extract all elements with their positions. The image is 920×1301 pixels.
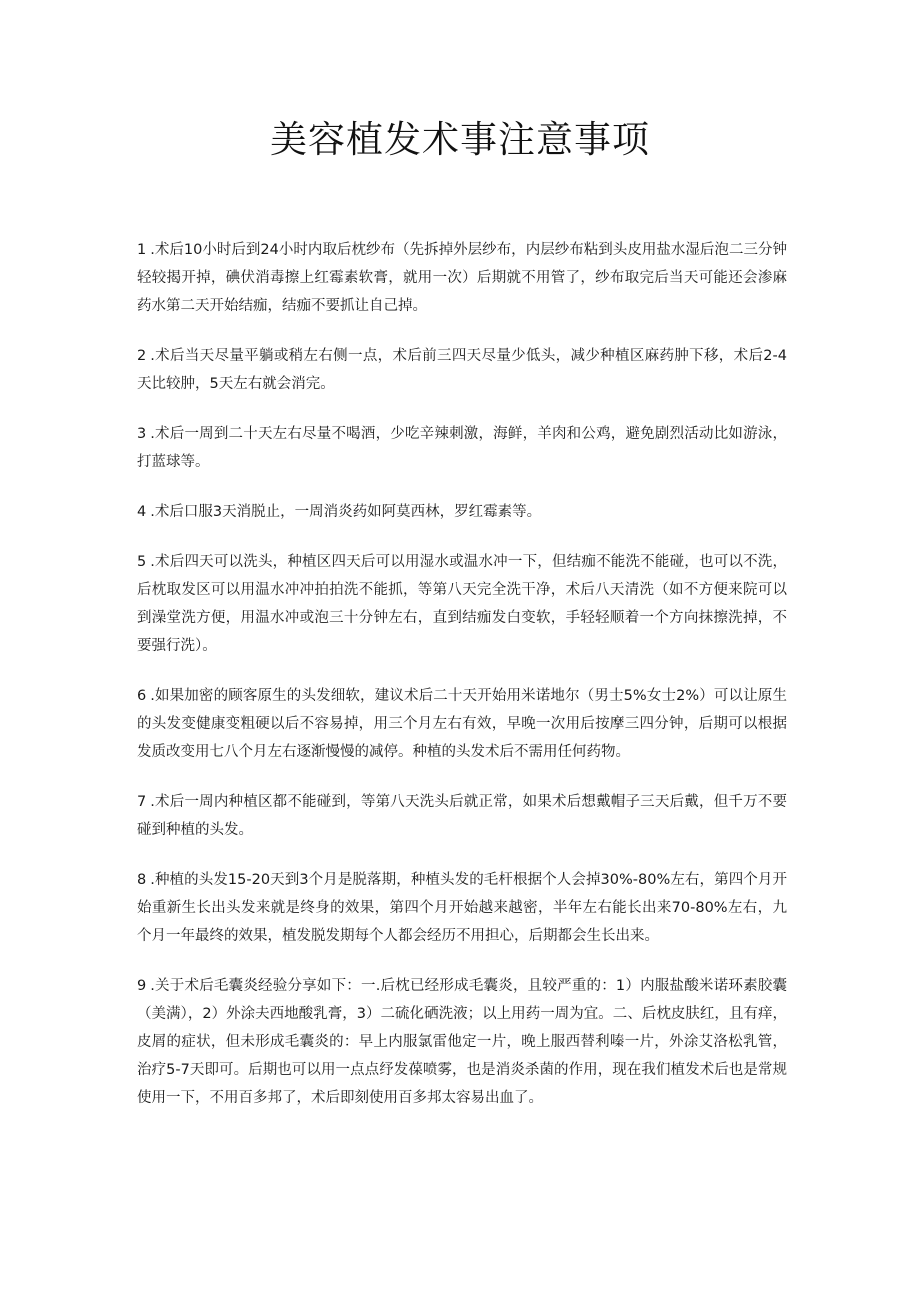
item-text: .术后10小时后到24小时内取后枕纱布（先拆掉外层纱布，内层纱布粘到头皮用盐水湿后泡二三分钟轻较揭开掉，碘伏消毒擦上红霉素软膏，就用一次）后期就不用管了，纱布取完后当天可能还会渗麻药水第二天开始结痂，结痂不要抓让自己掉。	[137, 242, 787, 314]
item-text: .术后口服3天消脱止，一周消炎药如阿莫西林，罗红霉素等。	[150, 504, 542, 520]
item-number: 8	[137, 872, 147, 888]
list-item	[137, 788, 787, 844]
item-text: .种植的头发15-20天到3个月是脱落期，种植头发的毛杆根据个人会掉30%-80%左右，第四个月开始重新生长出头发来就是终身的效果，第四个月开始越来越密，半年左右能长出来70-80%左右，九个月一年最终的效果，植发脱发期每个人都会经历不用担心，后期都会生长出来。	[137, 872, 787, 944]
list-item	[137, 420, 787, 476]
list-item	[137, 972, 787, 1112]
item-number: 4	[137, 504, 147, 520]
item-text: .如果加密的顾客原生的头发细软，建议术后二十天开始用米诺地尔（男士5%女士2%）可以让原生的头发变健康变粗硬以后不容易掉，用三个月左右有效，早晚一次用后按摩三四分钟，后期可以根据发质改变用七八个月左右逐渐慢慢的减停。种植的头发术后不需用任何药物。	[137, 688, 787, 760]
list-item	[137, 866, 787, 950]
item-text: .术后一周到二十天左右尽量不喝酒，少吃辛辣刺激，海鲜，羊肉和公鸡，避免剧烈活动比如游泳，打蓝球等。	[137, 426, 787, 470]
item-text: .术后当天尽量平躺或稍左右侧一点，术后前三四天尽量少低头，减少种植区麻药肿下移，术后2-4天比较肿，5天左右就会消完。	[137, 348, 787, 392]
list-item	[137, 236, 787, 320]
item-number: 2	[137, 348, 147, 364]
item-number: 5	[137, 554, 147, 570]
list-item	[137, 498, 787, 526]
item-text: .术后一周内种植区都不能碰到，等第八天洗头后就正常，如果术后想戴帽子三天后戴，但千万不要碰到种植的头发。	[137, 794, 787, 838]
list-item	[137, 548, 787, 660]
item-number: 3	[137, 426, 147, 442]
item-text: .术后四天可以洗头，种植区四天后可以用湿水或温水冲一下，但结痂不能洗不能碰，也可以不洗，后枕取发区可以用温水冲冲拍拍洗不能抓，等第八天完全洗干净，术后八天清洗（如不方便来院可以到澡堂洗方便，用温水冲或泡三十分钟左右，直到结痂发白变软，手轻轻顺着一个方向抹擦洗掉，不要强行洗）。	[137, 554, 787, 654]
item-number: 6	[137, 688, 147, 704]
item-number: 1	[137, 242, 147, 258]
list-item	[137, 682, 787, 766]
document-title: 美容植发术事注意事项	[270, 118, 650, 161]
item-number: 9	[137, 978, 147, 994]
list-item	[137, 342, 787, 398]
item-text: .关于术后毛囊炎经验分享如下：一.后枕已经形成毛囊炎，且较严重的：1）内服盐酸米诺环素胶囊（美满），2）外涂夫西地酸乳膏，3）二硫化硒洗液；以上用药一周为宜。二、后枕皮肤红，且有痒，皮屑的症状，但未形成毛囊炎的：早上内服氯雷他定一片，晚上服西替利嗪一片，外涂艾洛松乳管，治疗5-7天即可。后期也可以用一点点纾发葆喷雾，也是消炎杀菌的作用，现在我们植发术后也是常规使用一下，不用百多邦了，术后即刻使用百多邦太容易出血了。	[137, 978, 787, 1106]
precautions-list	[137, 236, 787, 1134]
item-number: 7	[137, 794, 147, 810]
